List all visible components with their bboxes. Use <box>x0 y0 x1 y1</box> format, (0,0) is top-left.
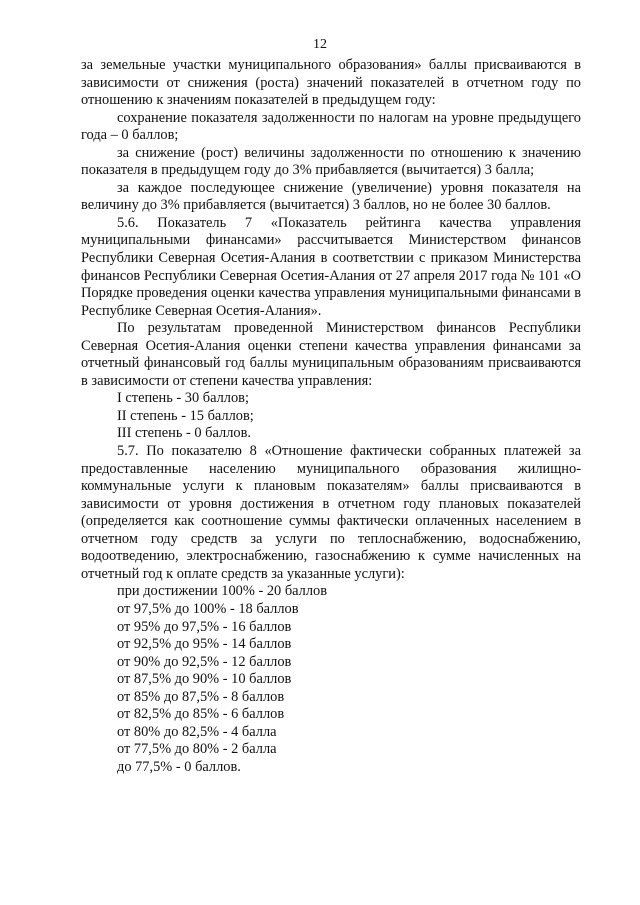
paragraph-tax-debt-unchanged: сохранение показателя задолженности по налогам на уровне предыдущего года – 0 баллов; <box>81 109 581 144</box>
list-item-score: при достижении 100% - 20 баллов <box>117 583 328 600</box>
paragraph-land-plots: за земельные участки муниципального образования» баллы присваиваются в зависимости от снижения (роста) значений показателей в отчетном году по отношению к значениям показателей в предыдущем году: <box>81 57 581 109</box>
page-number: 12 <box>313 37 327 52</box>
list-item-score: от 92,5% до 95% - 14 баллов <box>117 636 292 653</box>
list-item-score: от 95% до 97,5% - 16 баллов <box>117 618 292 635</box>
list-item-score: до 77,5% - 0 баллов. <box>117 758 241 775</box>
list-item-score: от 82,5% до 85% - 6 баллов <box>117 706 285 723</box>
list-item-score: от 80% до 82,5% - 4 балла <box>117 723 277 740</box>
paragraph-tax-debt-change: за снижение (рост) величины задолженности по отношению к значению показателя в предыдущем году до 3% прибавляется (вычитается) 3 балла; <box>81 144 581 179</box>
paragraph-tax-debt-subsequent: за каждое последующее снижение (увеличение) уровня показателя на величину до 3% прибавляется (вычитается) 3 баллов, но не более 30 баллов. <box>81 179 581 214</box>
list-item-score: от 87,5% до 90% - 10 баллов <box>117 671 292 688</box>
list-item-score: от 97,5% до 100% - 18 баллов <box>117 600 299 617</box>
document-body <box>81 57 581 776</box>
paragraph-section-5-6: 5.6. Показатель 7 «Показатель рейтинга качества управления муниципальными финансами» рассчитывается Министерством финансов Республики Северная Осетия-Алания в соответствии с приказом Министерства финансов Республики Северная Осетия-Алания от 27 апреля 2017 года № 101 «О Порядке проведения оценки качества управления муниципальными финансами в Республике Северная Осетия-Алания». <box>81 214 581 319</box>
list-item-score: от 90% до 92,5% - 12 баллов <box>117 653 292 670</box>
list-item-degree-3: III степень - 0 баллов. <box>117 425 251 442</box>
paragraph-section-5-7: 5.7. По показателю 8 «Отношение фактически собранных платежей за предоставленные населению муниципального образования жилищно-коммунальные услуги к плановым показателям» баллы присваиваются в зависимости от уровня достижения в отчетном году плановых показателей (определяется как соотношение суммы фактически оплаченных населением в отчетном году средств за услуги по теплоснабжению, водоснабжению, водоотведению, электроснабжению, газоснабжению к сумме начисленных на отчетный год к оплате средств за указанные услуги): <box>81 443 581 582</box>
list-item-score: от 85% до 87,5% - 8 баллов <box>117 688 285 705</box>
paragraph-quality-assessment: По результатам проведенной Министерством финансов Республики Северная Осетия-Алания оценки степени качества управления финансами за отчетный финансовый год баллы муниципальным образованиям присваиваются в зависимости от степени качества управления: <box>81 320 581 389</box>
list-item-degree-2: II степень - 15 баллов; <box>117 407 254 424</box>
list-item-degree-1: I степень - 30 баллов; <box>117 390 249 407</box>
list-item-score: от 77,5% до 80% - 2 балла <box>117 741 277 758</box>
